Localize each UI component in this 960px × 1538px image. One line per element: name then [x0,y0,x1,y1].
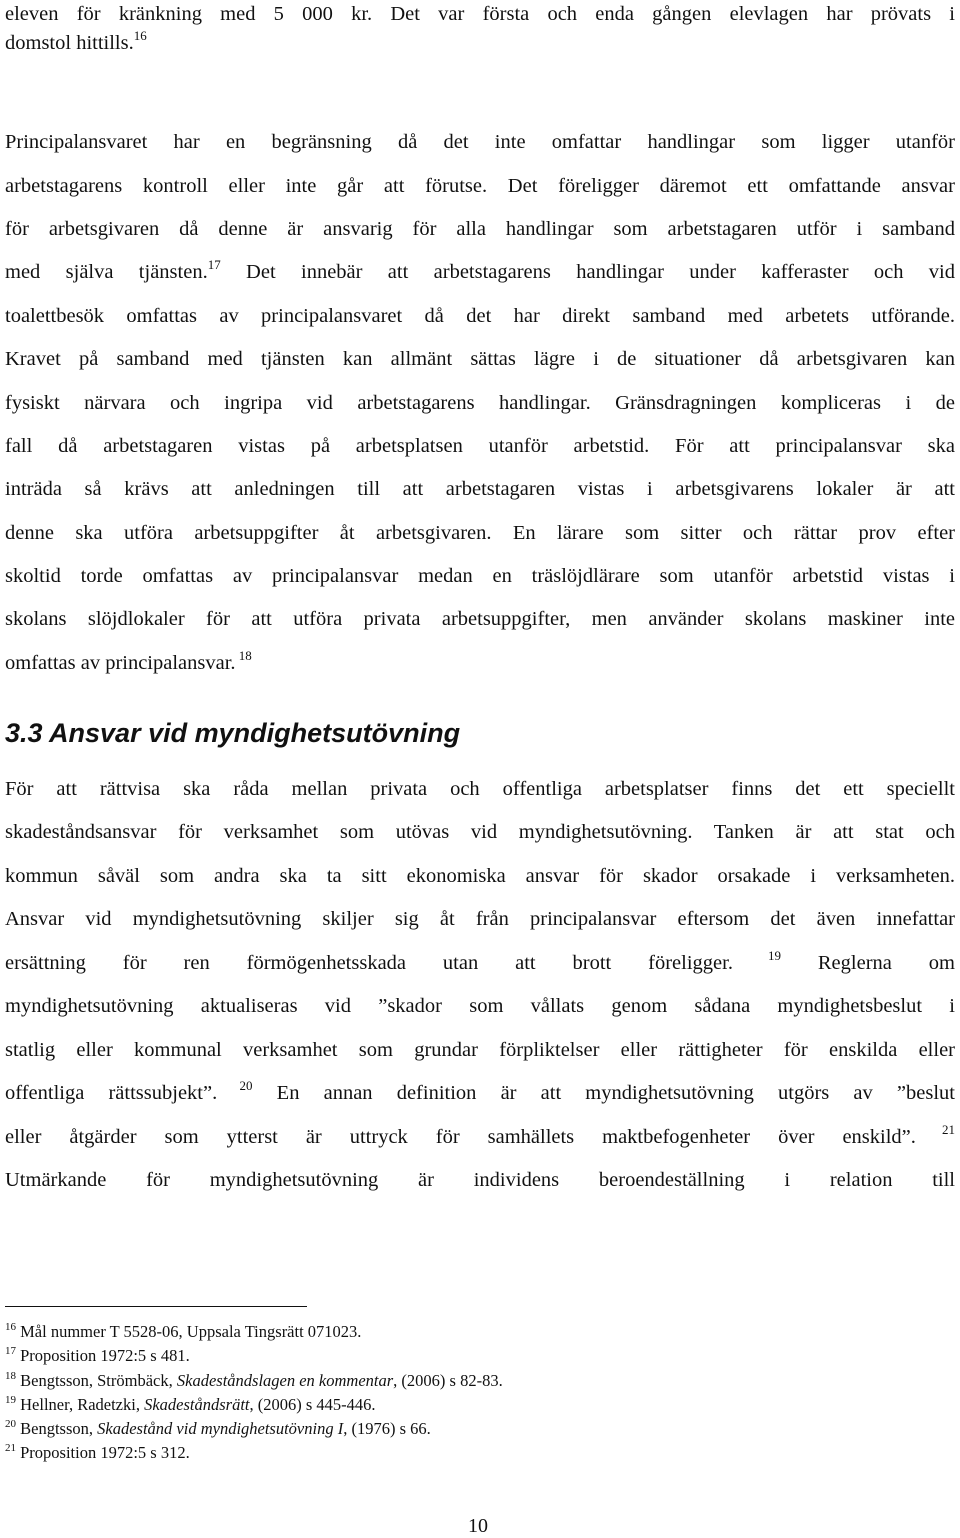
footnote-ref[interactable]: 17 [207,257,221,272]
body-line: Kravet på samband med tjänsten kan allmänt sättas lägre i de situationer då arbetsgivaren kan [5,348,955,370]
body-line: toalettbesök omfattas av principalansvaret då det har direkt samband med arbetets utförande. [5,305,955,327]
footnote-ref[interactable]: 18 [235,648,252,663]
footnote: $^{19}$ Hellner, Radetzki, Skadeståndsrätt, (2006) s 445-446. [5,1394,376,1414]
body-line: eleven för kränkning med 5 000 kr. Det var första och enda gången elevlagen har prövats i [5,3,955,25]
body-line: för arbetsgivaren då denne är ansvarig för alla handlingar som arbetstagaren utför i samband [5,218,955,240]
body-line: eller åtgärder som ytterst är uttryck för samhällets maktbefogenheter över enskild”. $^{21}$ [5,1122,955,1148]
footnote: $^{20}$ Bengtsson, Skadestånd vid myndighetsutövning I, (1976) s 66. [5,1418,431,1438]
footnote: $^{21}$ Proposition 1972:5 s 312. [5,1442,190,1462]
body-line: offentliga rättssubjekt”. $^{20}$ En annan definition är att myndighetsutövning utgörs av ”beslut [5,1078,955,1104]
body-line: skolans slöjdlokaler för att utföra privata arbetsuppgifter, men använder skolans maskiner inte [5,608,955,630]
footnote: $^{16}$ Mål nummer T 5528-06, Uppsala Tingsrätt 071023. [5,1321,362,1341]
section-heading: 3.3 Ansvar vid myndighetsutövning [5,718,461,748]
body-line: Ansvar vid myndighetsutövning skiljer sig åt från principalansvar eftersom det även innefattar [5,908,955,930]
body-line: omfattas av principalansvar. $^{18}$ [5,648,252,674]
body-line: ersättning för ren förmögenhetsskada utan att brott föreligger. $^{19}$ Reglerna om [5,948,955,974]
footnote-divider [5,1306,307,1307]
body-line: arbetstagarens kontroll eller inte går att förutse. Det föreligger däremot ett omfattande ansvar [5,175,955,197]
body-line: skadeståndsansvar för verksamhet som utövas vid myndighetsutövning. Tanken är att stat och [5,821,955,843]
body-line: inträda så krävs att anledningen till att arbetstagaren vistas i arbetsgivarens lokaler är att [5,478,955,500]
body-line: denne ska utföra arbetsuppgifter åt arbetsgivaren. En lärare som sitter och rättar prov efter [5,522,955,544]
body-line: kommun såväl som andra ska ta sitt ekonomiska ansvar för skador orsakade i verksamheten. [5,865,955,887]
footnote: $^{17}$ Proposition 1972:5 s 481. [5,1345,190,1365]
body-line: med själva tjänsten.$^{17}$ Det innebär att arbetstagarens handlingar under kafferaster och vid [5,257,956,283]
body-line: skoltid torde omfattas av principalansvar medan en träslöjdlärare som utanför arbetstid vistas i [5,565,955,587]
footnote-ref[interactable]: 19 [732,948,781,963]
footnote: $^{18}$ Bengtsson, Strömbäck, Skadeståndslagen en kommentar, (2006) s 82-83. [5,1370,503,1390]
page-number: 10 [468,1515,488,1537]
body-line: domstol hittills.$^{16}$ [5,28,147,54]
body-line: fysiskt närvara och ingripa vid arbetstagarens handlingar. Gränsdragningen kompliceras i de [5,392,955,414]
footnote-ref[interactable]: 21 [915,1122,955,1137]
body-line: fall då arbetstagaren vistas på arbetsplatsen utanför arbetstid. För att principalansvar ska [5,435,955,457]
footnote-ref[interactable]: 20 [217,1078,253,1093]
body-line: Principalansvaret har en begränsning då det inte omfattar handlingar som ligger utanför [5,131,955,153]
body-line: Utmärkande för myndighetsutövning är individens beroendeställning i relation till [5,1169,955,1191]
body-line: För att rättvisa ska råda mellan privata och offentliga arbetsplatser finns det ett speciellt [5,778,955,800]
body-line: statlig eller kommunal verksamhet som grundar förpliktelser eller rättigheter för enskilda eller [5,1039,955,1061]
body-line: myndighetsutövning aktualiseras vid ”skador som vållats genom sådana myndighetsbeslut i [5,995,955,1017]
footnote-ref[interactable]: 16 [133,28,147,43]
